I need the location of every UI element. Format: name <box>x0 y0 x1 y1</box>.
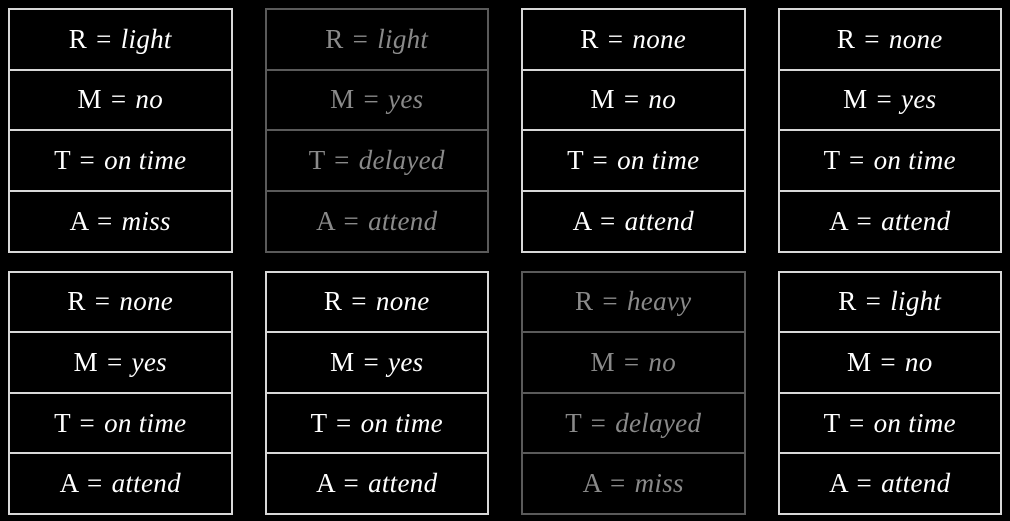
equals-sign: = <box>96 23 112 54</box>
attribute-value: yes <box>388 84 424 115</box>
attribute-text <box>575 288 691 315</box>
attribute-value: on time <box>617 145 700 176</box>
equals-sign: = <box>590 407 607 438</box>
attribute-value: delayed <box>358 145 445 176</box>
attribute-value: on time <box>873 407 956 438</box>
attribute-row <box>267 273 488 334</box>
attribute-text <box>68 23 172 54</box>
attribute-text <box>824 147 956 174</box>
equals-sign: = <box>848 145 865 176</box>
attribute-value: light <box>890 286 942 317</box>
instance-card <box>521 8 746 253</box>
attribute-text <box>67 288 173 315</box>
attribute-value: heavy <box>627 286 692 317</box>
attribute-row <box>780 71 1001 132</box>
attribute-key: R <box>68 23 88 54</box>
equals-sign: = <box>592 145 608 176</box>
attribute-key: R <box>580 23 599 54</box>
attribute-text <box>54 407 187 438</box>
attribute-text <box>309 147 445 174</box>
equals-sign: = <box>352 23 369 54</box>
equals-sign: = <box>610 468 626 499</box>
attribute-value: attend <box>881 205 951 236</box>
attribute-text <box>836 23 943 54</box>
attribute-key: R <box>836 23 856 54</box>
attribute-value: no <box>648 346 677 377</box>
attribute-text <box>310 407 443 438</box>
attribute-row <box>780 394 1001 455</box>
attribute-key: T <box>54 407 71 438</box>
attribute-row <box>780 131 1001 192</box>
attribute-value: on time <box>104 407 187 438</box>
equals-sign: = <box>363 84 379 115</box>
attribute-key: A <box>316 468 335 499</box>
instance-card <box>521 271 746 516</box>
attribute-text <box>60 470 181 497</box>
equals-sign: = <box>106 346 123 377</box>
attribute-key: M <box>330 84 355 115</box>
attribute-key: T <box>54 145 71 176</box>
equals-sign: = <box>865 286 882 317</box>
instance-card <box>778 8 1003 253</box>
attribute-value: attend <box>624 205 694 236</box>
equals-sign: = <box>876 84 892 115</box>
attribute-value: miss <box>121 205 171 236</box>
instance-card <box>8 8 233 253</box>
instance-card <box>8 271 233 516</box>
attribute-value: none <box>119 286 174 317</box>
attribute-value: yes <box>388 346 424 377</box>
attribute-row <box>10 192 231 251</box>
attribute-key: A <box>829 205 848 236</box>
equals-sign: = <box>856 205 873 236</box>
attribute-row <box>523 131 744 192</box>
attribute-row <box>780 10 1001 71</box>
instance-card <box>265 8 490 253</box>
attribute-value: yes <box>131 346 167 377</box>
attribute-row <box>267 333 488 394</box>
attribute-text <box>565 407 702 438</box>
attribute-row <box>523 192 744 251</box>
attribute-text <box>325 23 429 54</box>
equals-sign: = <box>880 346 896 377</box>
equals-sign: = <box>602 286 618 317</box>
attribute-key: A <box>572 205 591 236</box>
attribute-text <box>846 346 933 377</box>
equals-sign: = <box>97 205 113 236</box>
attribute-row <box>267 131 488 192</box>
equals-sign: = <box>607 23 624 54</box>
attribute-text <box>54 147 186 174</box>
attribute-text <box>829 470 950 497</box>
attribute-text <box>572 205 694 236</box>
attribute-text <box>838 288 941 315</box>
attribute-text <box>823 407 956 438</box>
attribute-text <box>829 205 951 236</box>
equals-sign: = <box>94 286 111 317</box>
equals-sign: = <box>79 145 95 176</box>
attribute-row <box>10 10 231 71</box>
attribute-row <box>780 454 1001 513</box>
attribute-value: no <box>904 346 933 377</box>
equals-sign: = <box>343 205 360 236</box>
instance-card <box>265 271 490 516</box>
equals-sign: = <box>623 346 640 377</box>
equals-sign: = <box>351 286 367 317</box>
attribute-key: M <box>843 84 868 115</box>
attribute-row <box>523 10 744 71</box>
attribute-row <box>267 10 488 71</box>
attribute-value: none <box>632 23 687 54</box>
attribute-key: T <box>823 145 840 176</box>
attribute-text <box>69 205 171 236</box>
equals-sign: = <box>848 407 865 438</box>
attribute-text <box>590 346 677 377</box>
attribute-row <box>10 333 231 394</box>
attribute-key: A <box>316 205 335 236</box>
attribute-row <box>523 394 744 455</box>
equals-sign: = <box>623 84 640 115</box>
attribute-text <box>324 288 430 315</box>
attribute-key: M <box>590 346 615 377</box>
attribute-row <box>780 333 1001 394</box>
attribute-value: none <box>888 23 943 54</box>
attribute-key: M <box>73 346 98 377</box>
equals-sign: = <box>599 205 616 236</box>
attribute-value: no <box>648 84 677 115</box>
instance-card <box>778 271 1003 516</box>
attribute-value: miss <box>634 468 684 499</box>
attribute-key: M <box>330 346 355 377</box>
attribute-row <box>523 273 744 334</box>
attribute-key: M <box>590 84 615 115</box>
attribute-value: on time <box>873 145 956 176</box>
attribute-row <box>523 454 744 513</box>
attribute-row <box>267 71 488 132</box>
attribute-text <box>590 86 676 113</box>
attribute-key: R <box>575 286 594 317</box>
attribute-text <box>316 205 438 236</box>
attribute-value: yes <box>901 84 937 115</box>
attribute-row <box>523 71 744 132</box>
equals-sign: = <box>856 468 873 499</box>
attribute-row <box>10 273 231 334</box>
attribute-text <box>330 346 424 377</box>
attribute-row <box>10 454 231 513</box>
attribute-row <box>10 71 231 132</box>
attribute-value: none <box>375 286 430 317</box>
attribute-row <box>780 192 1001 251</box>
attribute-key: M <box>77 84 102 115</box>
attribute-key: R <box>325 23 344 54</box>
attribute-value: light <box>120 23 172 54</box>
attribute-value: attend <box>881 468 951 499</box>
attribute-key: T <box>823 407 840 438</box>
attribute-row <box>10 131 231 192</box>
attribute-value: attend <box>368 468 438 499</box>
attribute-text <box>580 23 687 54</box>
attribute-text <box>316 470 437 497</box>
equals-sign: = <box>86 468 103 499</box>
attribute-text <box>330 86 423 113</box>
attribute-value: delayed <box>615 407 702 438</box>
attribute-key: M <box>846 346 872 377</box>
attribute-row <box>267 454 488 513</box>
equals-sign: = <box>363 346 379 377</box>
equals-sign: = <box>864 23 880 54</box>
attribute-key: A <box>69 205 88 236</box>
attribute-key: A <box>829 468 848 499</box>
attribute-key: T <box>567 145 584 176</box>
attribute-text <box>583 470 684 497</box>
attribute-row <box>780 273 1001 334</box>
attribute-value: no <box>135 84 164 115</box>
attribute-value: attend <box>111 468 181 499</box>
attribute-text <box>73 346 167 377</box>
attribute-key: R <box>838 286 857 317</box>
attribute-value: on time <box>360 407 443 438</box>
equals-sign: = <box>343 468 360 499</box>
attribute-key: R <box>323 286 343 317</box>
attribute-text <box>843 86 936 113</box>
equals-sign: = <box>79 407 95 438</box>
attribute-text <box>567 147 699 174</box>
attribute-key: T <box>308 145 326 176</box>
equals-sign: = <box>335 407 352 438</box>
attribute-key: R <box>67 286 86 317</box>
attribute-text <box>77 86 163 113</box>
equals-sign: = <box>334 145 350 176</box>
equals-sign: = <box>110 84 127 115</box>
attribute-row <box>267 394 488 455</box>
attribute-value: light <box>377 23 429 54</box>
attribute-row <box>10 394 231 455</box>
attribute-row <box>267 192 488 251</box>
attribute-key: T <box>310 407 327 438</box>
attribute-row <box>523 333 744 394</box>
attribute-key: T <box>565 407 582 438</box>
attribute-key: A <box>582 468 601 499</box>
attribute-value: attend <box>368 205 438 236</box>
attribute-value: on time <box>104 145 187 176</box>
attribute-key: A <box>59 468 78 499</box>
